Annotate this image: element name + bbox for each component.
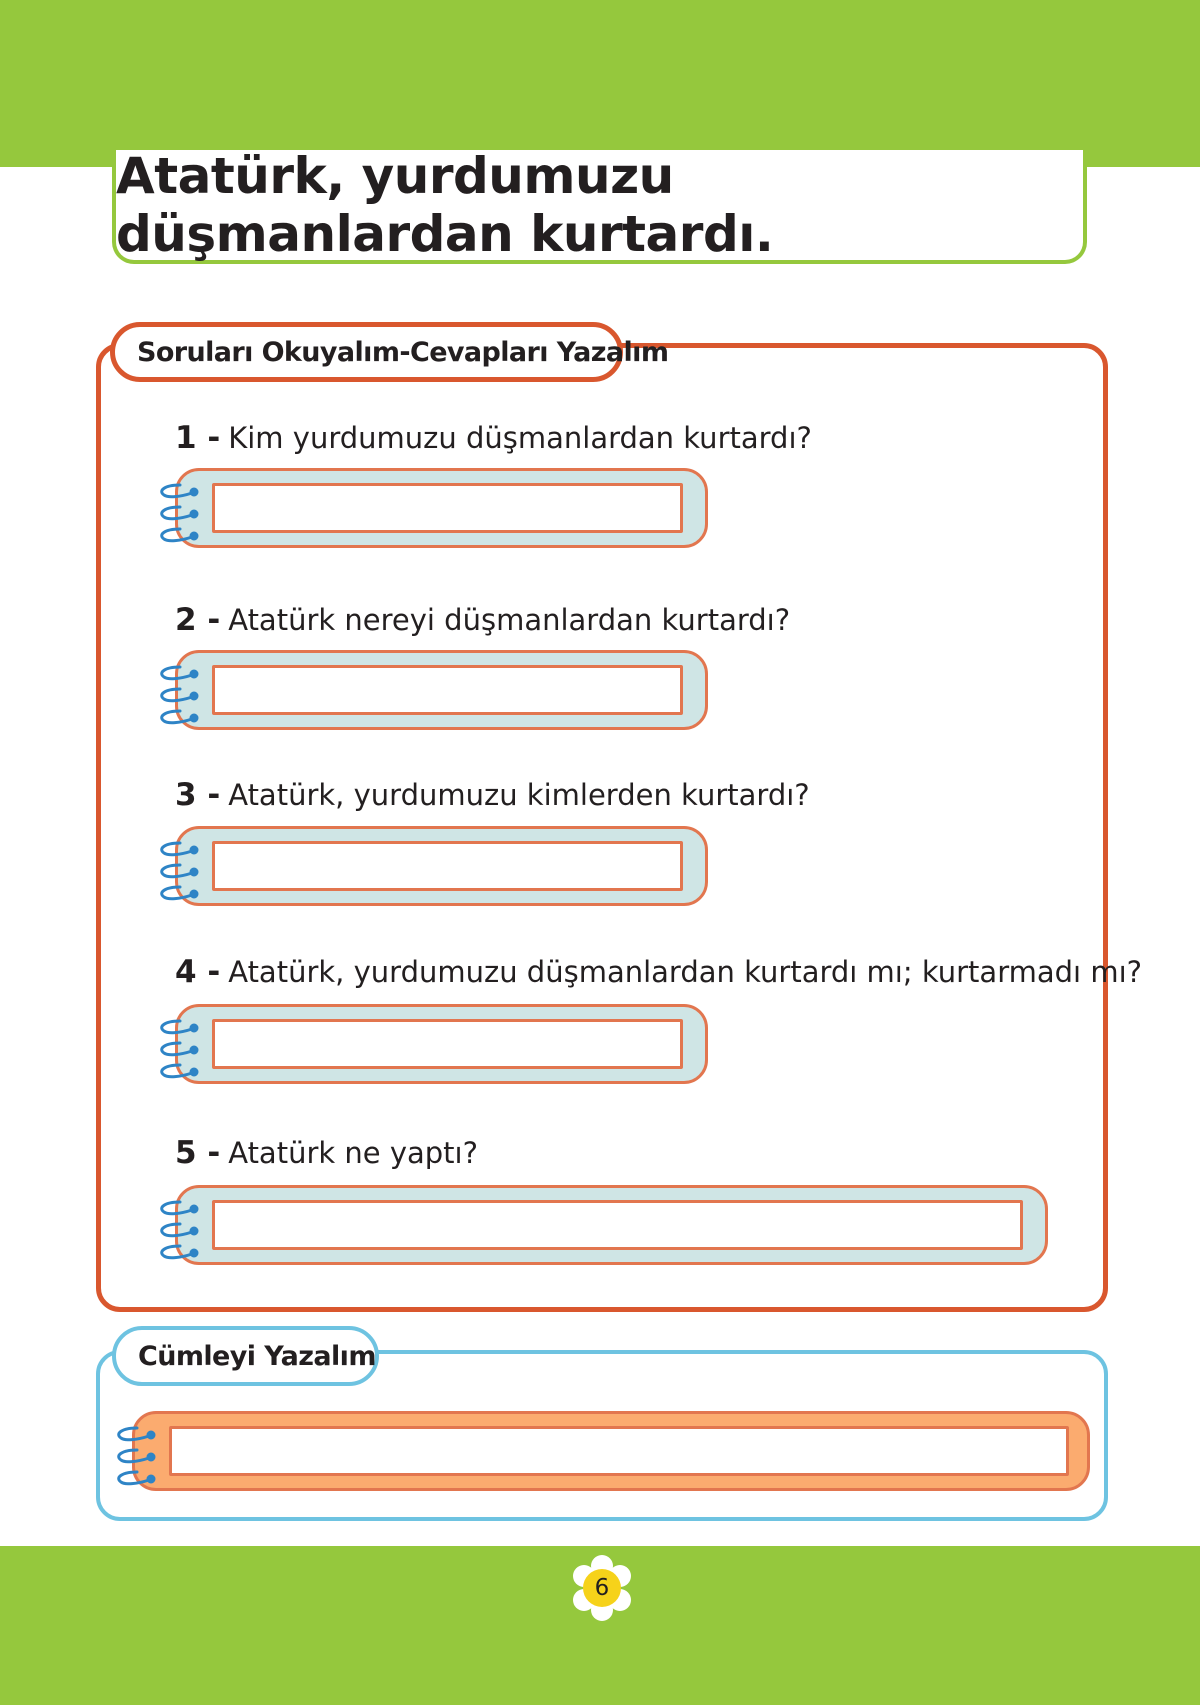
spiral-binding-icon xyxy=(111,1420,157,1488)
qa-section-heading: Soruları Okuyalım-Cevapları Yazalım xyxy=(110,322,623,382)
sentence-box xyxy=(132,1411,1090,1491)
title-box xyxy=(112,147,1087,264)
question-text: Kim yurdumuzu düşmanlardan kurtardı? xyxy=(228,421,812,455)
sentence-section-heading: Cümleyi Yazalım xyxy=(112,1326,379,1386)
answer-input-3[interactable] xyxy=(212,841,683,891)
question-number: 3 - xyxy=(175,777,221,813)
top-green-band xyxy=(0,0,1200,167)
spiral-binding-icon xyxy=(154,1013,200,1081)
answer-input-5[interactable] xyxy=(212,1200,1023,1250)
answer-input-1[interactable] xyxy=(212,483,683,533)
question-5 xyxy=(175,1135,478,1171)
spiral-binding-icon xyxy=(154,835,200,903)
question-1 xyxy=(175,420,812,456)
sentence-input[interactable] xyxy=(169,1426,1069,1476)
page-title: Atatürk, yurdumuzu düşmanlardan kurtardı. xyxy=(116,147,774,263)
spiral-binding-icon xyxy=(154,659,200,727)
answer-input-4[interactable] xyxy=(212,1019,683,1069)
answer-box-1 xyxy=(175,468,708,548)
page-number-badge xyxy=(567,1553,637,1623)
question-3 xyxy=(175,777,810,813)
question-number: 2 - xyxy=(175,602,221,638)
question-4 xyxy=(175,954,1142,990)
spiral-binding-icon xyxy=(154,1194,200,1262)
spiral-binding-icon xyxy=(154,477,200,545)
question-text: Atatürk, yurdumuzu kimlerden kurtardı? xyxy=(228,778,810,812)
answer-box-2 xyxy=(175,650,708,730)
answer-box-5 xyxy=(175,1185,1048,1265)
answer-input-2[interactable] xyxy=(212,665,683,715)
question-text: Atatürk, yurdumuzu düşmanlardan kurtardı mı; kurtarmadı mı? xyxy=(228,955,1143,989)
question-number: 1 - xyxy=(175,420,221,456)
question-number: 5 - xyxy=(175,1135,221,1171)
question-number: 4 - xyxy=(175,954,221,990)
page-number: 6 xyxy=(594,1575,610,1601)
answer-box-4 xyxy=(175,1004,708,1084)
answer-box-3 xyxy=(175,826,708,906)
question-text: Atatürk ne yaptı? xyxy=(228,1136,478,1170)
question-text: Atatürk nereyi düşmanlardan kurtardı? xyxy=(228,603,791,637)
question-2 xyxy=(175,602,790,638)
